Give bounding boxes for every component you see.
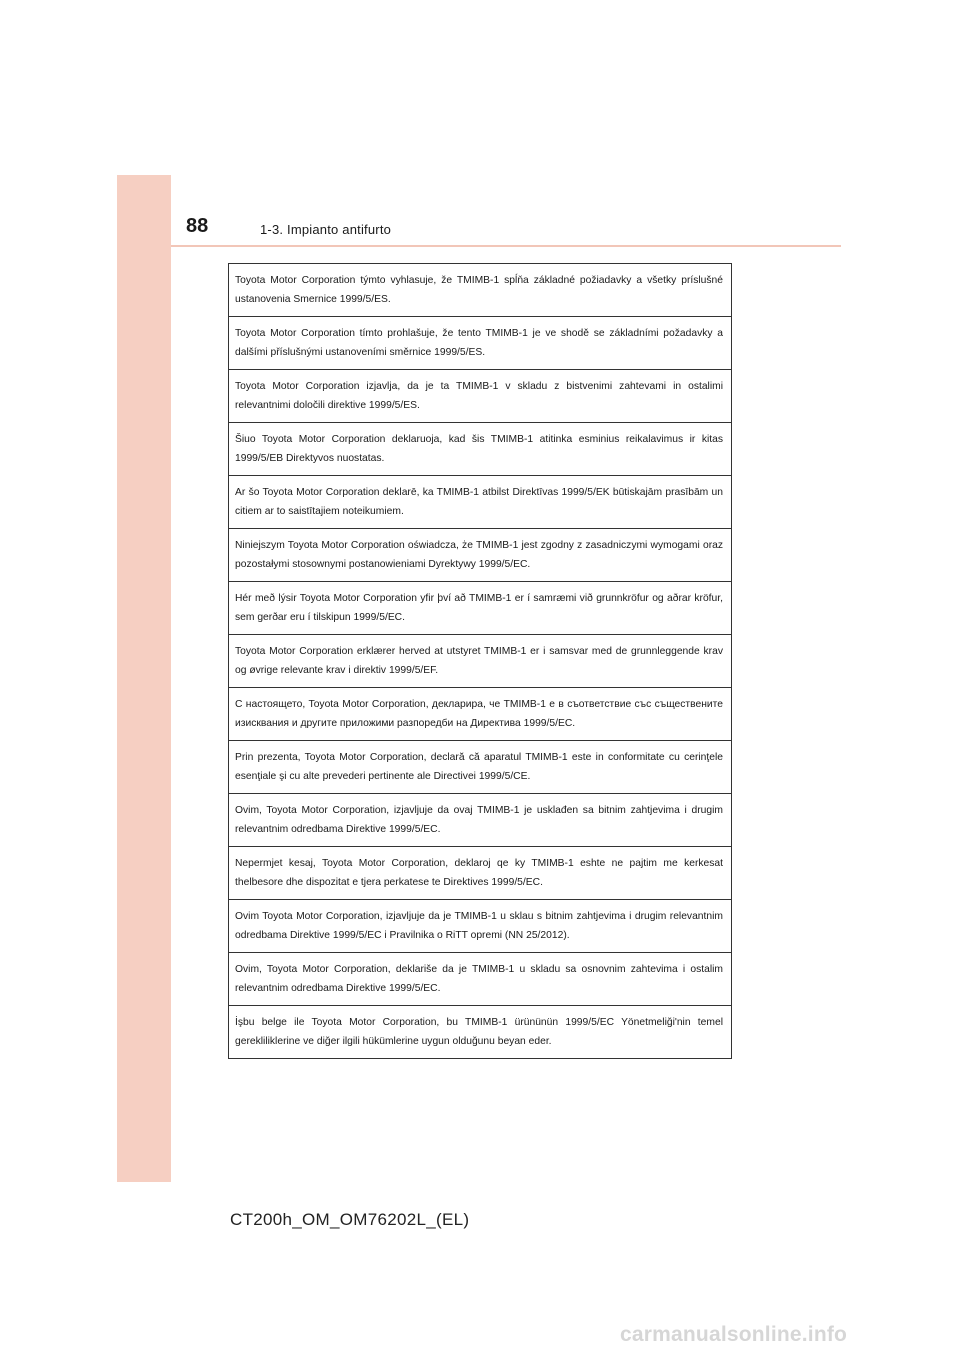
table-row xyxy=(229,953,732,1006)
declaration-albanian: Nepermjet kesaj, Toyota Motor Corporation, deklaroj qe ky TMIMB-1 eshte ne pajtim me kerkesat thelbesore dhe dispozitat e tjera perkatese te Direktives 1999/5/EC. xyxy=(229,847,732,900)
declaration-serbian: Ovim, Toyota Motor Corporation, deklariše da je TMIMB-1 u skladu sa osnovnim zahtevima i ostalim relevantnim odredbama Direktive 1999/5/EC. xyxy=(229,953,732,1006)
table-row xyxy=(229,476,732,529)
document-code: CT200h_OM_OM76202L_(EL) xyxy=(230,1210,470,1229)
table-row xyxy=(229,688,732,741)
declaration-polish: Niniejszym Toyota Motor Corporation oświadcza, że TMIMB-1 jest zgodny z zasadniczymi wymogami oraz pozostałymi stosownymi postanowieniami Dyrektywy 1999/5/EC. xyxy=(229,529,732,582)
declaration-lithuanian: Šiuo Toyota Motor Corporation deklaruoja, kad šis TMIMB-1 atitinka esminius reikalavimus ir kitas 1999/5/EB Direktyvos nuostatas. xyxy=(229,423,732,476)
declaration-icelandic: Hér með lýsir Toyota Motor Corporation yfir því að TMIMB-1 er í samræmi við grunnkröfur og aðrar kröfur, sem gerðar eru í tilskipun 1999/5/EC. xyxy=(229,582,732,635)
table-row xyxy=(229,847,732,900)
table-row xyxy=(229,1006,732,1059)
section-title: 1-3. Impianto antifurto xyxy=(260,222,392,237)
declaration-czech: Toyota Motor Corporation tímto prohlašuje, že tento TMIMB-1 je ve shodě se základními požadavky a dalšími příslušnými ustanoveními směrnice 1999/5/ES. xyxy=(229,317,732,370)
table-row xyxy=(229,317,732,370)
table-row xyxy=(229,582,732,635)
declaration-turkish: İşbu belge ile Toyota Motor Corporation, bu TMIMB-1 ürününün 1999/5/EC Yönetmeliği'nin temel gerekliliklerine ve diğer ilgili hükümlerine uygun olduğunu beyan eder. xyxy=(229,1006,732,1059)
table-row xyxy=(229,794,732,847)
table-row xyxy=(229,900,732,953)
declaration-latvian: Ar šo Toyota Motor Corporation deklarē, ka TMIMB-1 atbilst Direktīvas 1999/5/EK būtiskajām prasībām un citiem ar to saistītajiem noteikumiem. xyxy=(229,476,732,529)
declaration-table xyxy=(228,263,732,1059)
watermark: carmanualsonline.info xyxy=(620,1323,848,1346)
declaration-bosnian: Ovim, Toyota Motor Corporation, izjavljuje da ovaj TMIMB-1 je usklađen sa bitnim zahtjevima i drugim relevantnim odredbama Direktive 1999/5/EC. xyxy=(229,794,732,847)
declaration-croatian: Ovim Toyota Motor Corporation, izjavljuje da je TMIMB-1 u sklau s bitnim zahtjevima i drugim relevantnim odredbama Direktive 1999/5/EC i Pravilnika o RiTT opremi (NN 25/2012). xyxy=(229,900,732,953)
side-color-band xyxy=(117,175,171,1182)
table-row xyxy=(229,423,732,476)
declaration-romanian: Prin prezenta, Toyota Motor Corporation, declară că aparatul TMIMB-1 este in conformitate cu cerinţele esenţiale şi cu alte prevederi pertinente ale Directivei 1999/5/CE. xyxy=(229,741,732,794)
declaration-slovenian: Toyota Motor Corporation izjavlja, da je ta TMIMB-1 v skladu z bistvenimi zahtevami in ostalimi relevantnimi določili direktive 1999/5/ES. xyxy=(229,370,732,423)
page-number: 88 xyxy=(186,215,209,237)
declaration-slovak: Toyota Motor Corporation týmto vyhlasuje, že TMIMB-1 spĺňa základné požiadavky a všetky príslušné ustanovenia Smernice 1999/5/ES. xyxy=(229,264,732,317)
table-row xyxy=(229,370,732,423)
table-row xyxy=(229,264,732,317)
header-divider xyxy=(171,245,841,247)
declaration-bulgarian: С настоящето, Toyota Motor Corporation, декларира, че TMIMB-1 е в съответствие със съществените изисквания и другите приложими разпоредби на Директива 1999/5/ЕС. xyxy=(229,688,732,741)
declaration-norwegian: Toyota Motor Corporation erklærer herved at utstyret TMIMB-1 er i samsvar med de grunnleggende krav og øvrige relevante krav i direktiv 1999/5/EF. xyxy=(229,635,732,688)
table-row xyxy=(229,529,732,582)
table-row xyxy=(229,741,732,794)
table-row xyxy=(229,635,732,688)
